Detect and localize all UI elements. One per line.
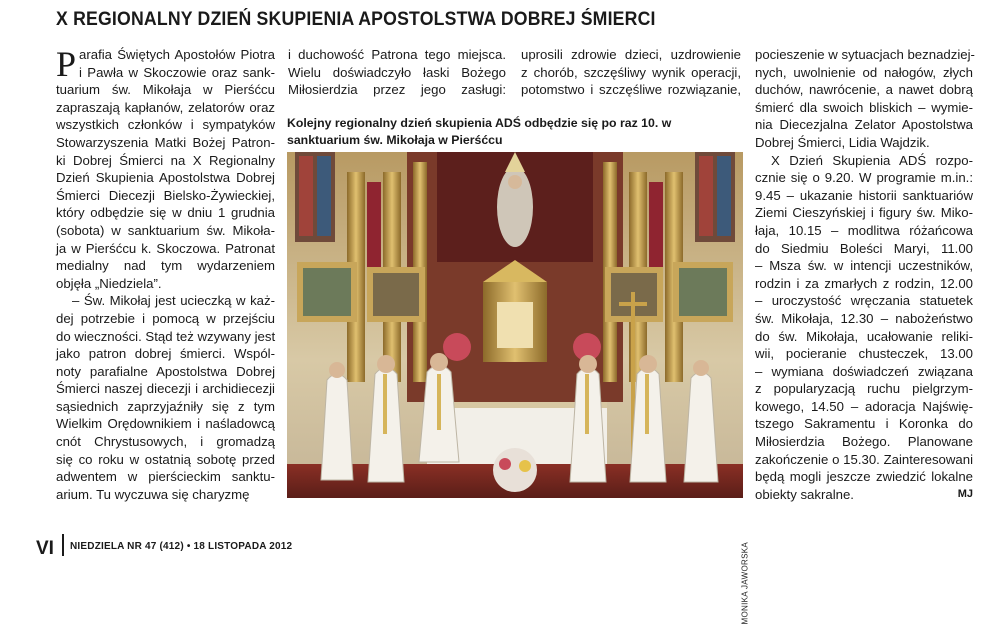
- page-number: VI: [36, 538, 54, 559]
- text-line: tszego Sakramentu i Koronka do: [755, 416, 973, 432]
- text-line: – Msza św. w intencji uczestników,: [755, 258, 973, 274]
- issue-info: NIEDZIELA NR 47 (412) • 18 LISTOPADA 2012: [70, 541, 293, 552]
- author-signature: MJ: [957, 487, 973, 500]
- text-line: jako patron dobrej śmierci. Wspól-: [56, 346, 275, 362]
- text-line: objęła „Niedziela”.: [56, 275, 162, 291]
- church-altar-photo: [287, 152, 749, 624]
- text-line: Miłosierdzia Bożego. Planowane: [755, 434, 973, 450]
- text-line: który odbędzie się w dniu 1 grudnia: [56, 205, 275, 221]
- text-line: sąsiednich zaprzyjaźniły się z tym: [56, 398, 275, 414]
- text-line: – Św. Mikołaj jest ucieczką w każ-: [72, 293, 275, 309]
- text-line: wii, pocieranie chusteczek, 13.00: [755, 346, 973, 362]
- text-line: potomstwo i szczęśliwe rozwiązanie,: [521, 82, 741, 98]
- text-line: ja w Pierśćcu k. Skoczowa. Patronat: [56, 240, 275, 256]
- text-line: Wielkim Orędownikiem i naśladowcą: [56, 416, 275, 432]
- text-line: cznie się o 9.20. W programie m.in.:: [755, 170, 973, 186]
- article-column-4: [755, 46, 973, 503]
- text-line: się co roku w ostatnią sobotę przed: [56, 451, 275, 467]
- text-line: nia Diecezjalna Zelator Apostolstwa: [755, 117, 973, 133]
- text-line: noty parafialne Apostolstwa Dobrej: [56, 363, 275, 379]
- text-line: Dobrej Śmierci, Lidia Wajdzik.: [755, 134, 930, 150]
- text-line: łaja, 10.15 – modlitwa różańcowa: [755, 222, 973, 238]
- text-line: Miłosierdzia przez jego zasługi:: [288, 82, 506, 98]
- text-line: i Pawła w Skoczowie oraz sank-: [79, 64, 275, 80]
- text-line: dej potrzebie i pomocą w przejściu: [56, 310, 275, 326]
- photo-caption: Kolejny regionalny dzień skupienia ADŚ odbędzie się po raz 10. w sanktuarium św. Mikołaja w Pierśćcu: [287, 116, 672, 147]
- text-line: Stowarzyszenia Matki Bożej Patron-: [56, 134, 275, 150]
- text-line: nych, uwolnienie od nałogów, złych: [755, 64, 973, 80]
- text-line: duchów, nawrócenie, a nawet dobrą: [755, 82, 973, 98]
- photo-credit: MONIKA JAWORSKA: [740, 542, 749, 624]
- text-line: wszystkich członków i sympatyków: [56, 117, 275, 133]
- text-line: św. Mikołaja, 12.30 – nabożeństwo: [755, 310, 973, 326]
- article-column-1: [56, 46, 275, 503]
- text-line: X Dzień Skupienia ADŚ rozpo-: [771, 152, 973, 168]
- text-line: będą mogli jeszcze zwiedzić lokalne: [755, 469, 973, 485]
- drop-cap: P: [56, 44, 77, 84]
- text-line: Wielu doświadczyło łaski Bożego: [288, 64, 506, 80]
- text-line: (sobota) w sanktuarium św. Mikoła-: [56, 222, 275, 238]
- text-line: do Siedmiu Boleści Maryi, 11.00: [755, 240, 973, 256]
- text-line: – uroczystość wręczania statuetek: [755, 293, 973, 309]
- article-headline: X REGIONALNY DZIEŃ SKUPIENIA APOSTOLSTWA DOBREJ ŚMIERCI: [56, 9, 656, 30]
- text-line: tuarium św. Mikołaja w Pierśćcu: [56, 82, 275, 98]
- text-line: kowego, 14.50 – adoracja Najświę-: [755, 398, 973, 414]
- text-line: rodzin i za zmarłych z rodzin, 12.00: [755, 275, 973, 291]
- text-line: pocieszenie w sytuacjach beznadziej-: [755, 47, 975, 62]
- text-line: z popularyzacją ruchu pielgrzym-: [755, 381, 973, 397]
- text-line: zakończenie o 15.30. Zainteresowani: [755, 451, 973, 467]
- text-line: uprosili zdrowie dzieci, uzdrowienie: [521, 47, 741, 62]
- text-line: ki Dobrej Śmierci na X Regionalny: [56, 152, 275, 168]
- text-line: medialny nad tym wydarzeniem: [56, 258, 275, 274]
- text-line: arafia Świętych Apostołów Piotra: [79, 47, 275, 62]
- text-line: zapraszają kapłanów, zelatorów oraz: [56, 99, 275, 115]
- footer-divider: [62, 534, 64, 556]
- text-line: adwentem w pierścieckim sanktu-: [56, 469, 275, 485]
- text-line: cnót Chrystusowych, i gromadzą: [56, 434, 275, 450]
- text-line: śmierć dla swoich bliskich – wymie-: [755, 99, 973, 115]
- text-line: obiekty sakralne. MJ: [755, 486, 973, 502]
- text-line: Śmierci Diecezji Bielsko-Żywieckiej,: [56, 187, 275, 203]
- text-line: arium. Tu wyczuwa się charyzmę: [56, 486, 250, 502]
- text-line: Dzień Skupienia Apostolstwa Dobrej: [56, 170, 275, 186]
- text-line: z chorób, szczęśliwy wynik operacji,: [521, 64, 741, 80]
- text-line: do św. Mikołaja, ucałowanie reliki-: [755, 328, 973, 344]
- article-column-2: [288, 46, 506, 99]
- text-line: Śmierci naszej diecezji i archidiecezji: [56, 381, 275, 397]
- article-column-3: [521, 46, 741, 99]
- text-line: do wieczności. Stąd też wzywany jest: [56, 328, 276, 344]
- text-line: – wymiana doświadczeń związana: [755, 363, 973, 379]
- text-line: i duchowość Patrona tego miejsca.: [288, 47, 506, 62]
- text-line: 9.45 – ukazanie historii sanktuariów: [755, 187, 973, 203]
- text-line: Ziemi Cieszyńskiej i figury św. Miko-: [755, 205, 973, 221]
